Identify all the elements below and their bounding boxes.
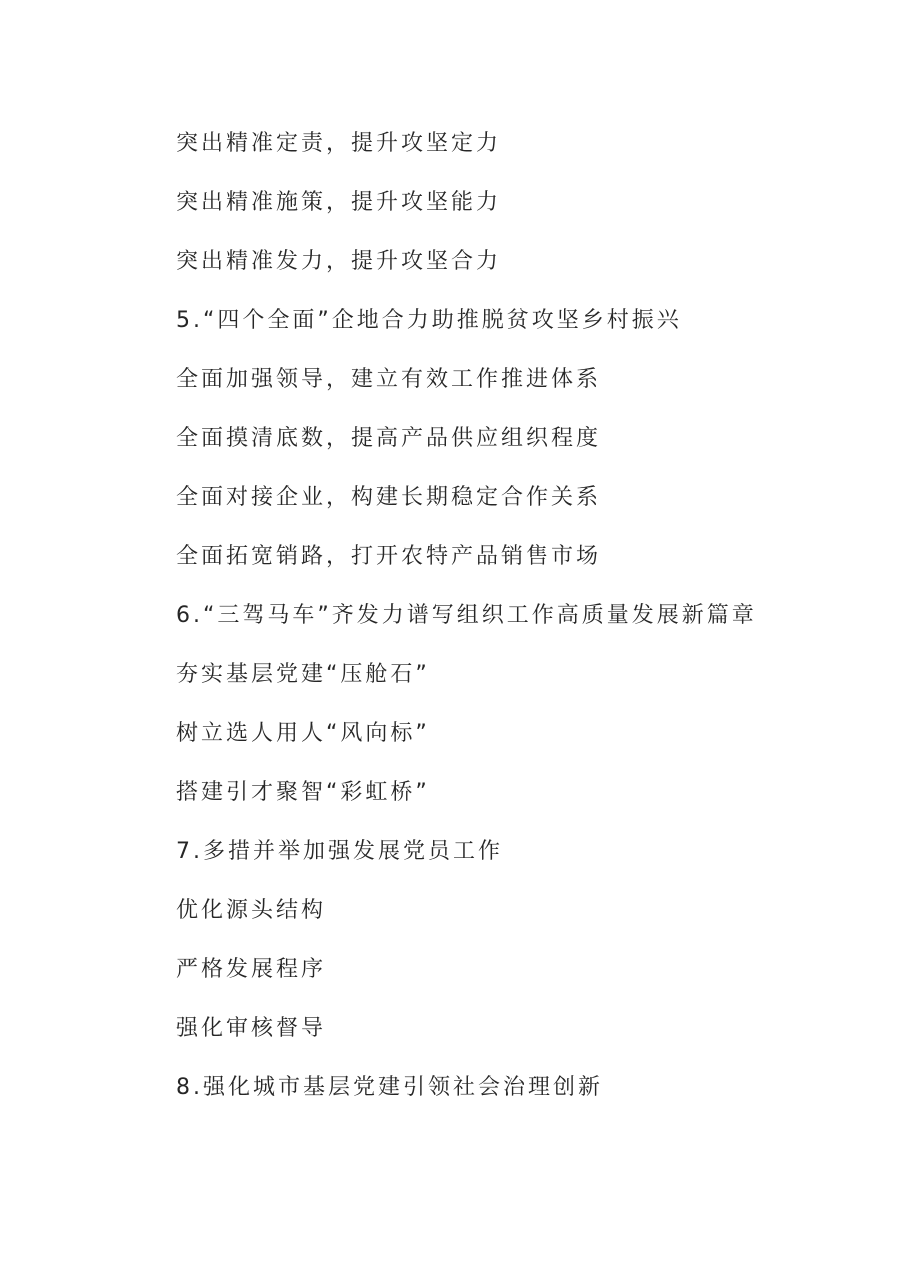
text-line: 全面对接企业，构建长期稳定合作关系 (176, 485, 602, 510)
section-heading: 8.强化城市基层党建引领社会治理创新 (176, 1075, 603, 1100)
text-line: 突出精准定责，提升攻坚定力 (176, 131, 502, 156)
section-heading: 6.“三驾马车”齐发力谱写组织工作高质量发展新篇章 (176, 603, 757, 628)
text-line: 全面拓宽销路，打开农特产品销售市场 (176, 544, 602, 569)
text-line: 全面摸清底数，提高产品供应组织程度 (176, 426, 602, 451)
section-heading: 7.多措并举加强发展党员工作 (176, 839, 503, 864)
text-line: 全面加强领导，建立有效工作推进体系 (176, 367, 602, 392)
text-line: 树立选人用人“风向标” (176, 721, 430, 746)
section-heading: 5.“四个全面”企地合力助推脱贫攻坚乡村振兴 (176, 308, 682, 333)
text-line: 强化审核督导 (176, 1016, 327, 1041)
text-line: 搭建引才聚智“彩虹桥” (176, 780, 430, 805)
text-line: 夯实基层党建“压舱石” (176, 662, 430, 687)
text-line: 严格发展程序 (176, 957, 327, 982)
text-line: 突出精准发力，提升攻坚合力 (176, 249, 502, 274)
text-line: 优化源头结构 (176, 898, 327, 923)
text-line: 突出精准施策，提升攻坚能力 (176, 190, 502, 215)
